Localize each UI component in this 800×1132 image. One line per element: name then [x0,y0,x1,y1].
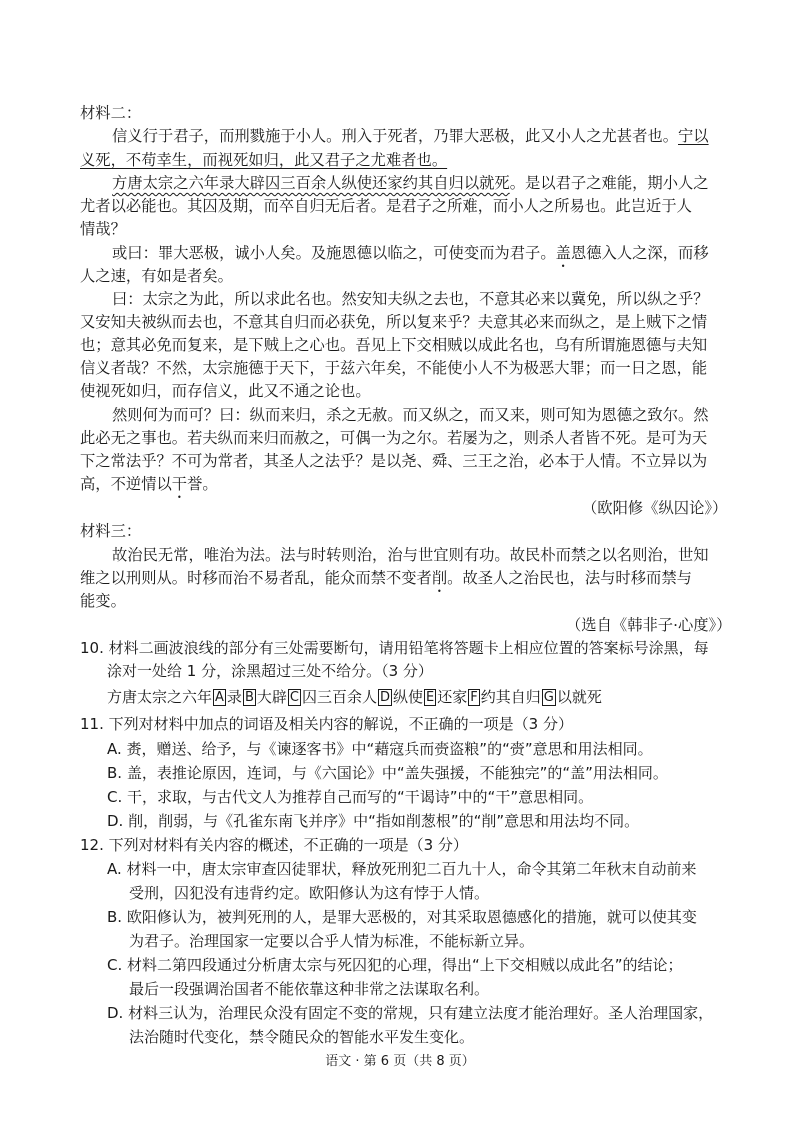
q11-option-a[interactable]: A. 赉，赠送、给予，与《谏逐客书》中“藉寇兵而赍盗粮”的“赍”意思和用法相同。 [107,740,653,758]
dotted-word-gan: 干 [171,475,188,493]
q11-stem: 11. 下列对材料中加点的词语及相关内容的解说，不正确的一项是（3 分） [80,715,573,733]
page-footer: 语文 · 第 6 页（共 8 页） [325,1054,475,1069]
q10-stem-line2: 涂对一处给 1 分，涂黑超过三处不给分。（3 分） [107,662,433,680]
m3-para1-line2 [80,567,692,596]
q12-option-a-line1[interactable]: A. 材料一中，唐太宗审查囚徒罪状，释放死刑犯二百九十人，命令其第二年秋末自动前来 [107,860,697,878]
m2-para3-line2: 人之速，有如是者矣。 [80,267,233,285]
q11-option-b[interactable]: B. 盖，表推论原因，连词，与《六国论》中“盖失强援，不能独完”的“盖”用法相同。 [107,764,668,782]
q10-seg-2: 大辟 [256,688,287,706]
m2-p1b-underlined: 宁以 [678,127,709,145]
dotted-word-xue: 削 [431,569,448,587]
m3-para1-line1: 故治民无常，唯治为法。法与时转则治，治与世宜则有功。故民朴而禁之以名则治，世知 [112,546,709,564]
q11-option-d[interactable]: D. 削，削弱，与《孔雀东南飞并序》中“指如削葱根”的“削”意思和用法均不同。 [107,812,640,830]
q10-option-f-box[interactable]: F [470,690,478,705]
m2-para2-line1 [112,172,709,194]
m2-para5-line1: 然则何为而可？曰：纵而来归，杀之无赦。而又纵之，而又来，则可知为恩德之致尔。然 [112,406,709,424]
m2-p1a: 信义行于君子，而刑戮施于小人。刑入于死者，乃罪大恶极，此又小人之尤甚者也。 [112,127,678,145]
q10-option-d-box[interactable]: D [379,690,390,705]
m3-p1b1: 维之以刑则从。时移而治不易者乱，能众而禁不变者 [80,569,432,587]
m2-p3a1: 或曰：罪大恶极，诚小人矣。及施恩德以临之，可使变而为君子。 [112,244,556,262]
material-three-heading: 材料三： [80,522,142,540]
q10-seg-0: 方唐太宗之六年 [107,688,213,706]
q12-option-d-line1[interactable]: D. 材料三认为，治理民众没有固定不变的常规，只有建立法度才能治理好。圣人治理国家， [107,1004,714,1022]
q12-option-d-line2: 法治随时代变化，禁令随民众的智能水平发生变化。 [129,1028,475,1046]
q11-option-c[interactable]: C. 干，求取，与古代文人为推荐自己而写的“干谒诗”中的“干”意思相同。 [107,788,594,806]
q10-option-a-box[interactable]: A [215,690,224,705]
q12-option-b-line2: 为君子。治理国家一定要以合乎人情为标准，不能标新立异。 [129,932,535,950]
q10-option-g-box[interactable]: G [543,690,554,705]
m2-p5d3: 誉。 [187,475,218,493]
m2-p1c-underlined: 义死，不苟幸生，而视死如归，此又君子之尤难者也。 [80,151,448,169]
m2-para4-line3: 也；意其必免而复来，是下贼上之心也。吾见上下交相贼以成此名也，乌有所谓施恩德与夫知 [80,336,708,354]
m2-source: （欧阳修《纵囚论》） [582,499,728,517]
q10-option-b-box[interactable]: B [244,690,254,705]
q10-seg-5: 还家 [437,688,468,706]
m2-p3a3: 恩德入人之深，而移 [570,244,709,262]
q10-stem-line1: 10. 材料二画波浪线的部分有三处需要断句，请用铅笔将答题卡上相应位置的答案标号涂黑，每 [80,639,709,657]
m2-para5-line3: 下之常法乎？不可为常者，其圣人之法乎？是以尧、舜、三王之治，必本于人情。不立异以为 [80,452,708,470]
q12-option-a-line2: 受刑，囚犯没有违背约定。欧阳修认为这有悖于人情。 [129,884,490,902]
m2-para1-line1 [112,125,709,147]
dotted-word-gai: 盖 [555,244,571,262]
q10-seg-3: 囚三百余人 [301,688,377,706]
m2-wavy-sentence: 方唐太宗之六年录大辟囚三百余人纵使还家约其自归以就死 [112,174,510,192]
m2-para5-line4 [80,473,218,502]
q10-seg-1: 录 [226,688,242,706]
m2-para1-line2 [80,149,447,171]
m2-p2a: 。是以君子之难能，期小人之 [509,174,709,192]
m3-para1-line3: 能变。 [80,592,126,610]
m2-para4-line1: 曰：太宗之为此，所以求此名也。然安知夫纵之去也，不意其必来以冀免，所以纵之乎？ [112,290,709,308]
m2-p5d1: 高，不逆情以 [80,475,172,493]
q10-option-e-box[interactable]: E [426,690,435,705]
m3-source: （选自《韩非子·心度》） [566,616,732,634]
m3-p1b3: 。故圣人之治民也，法与时移而禁与 [447,569,692,587]
q10-seg-4: 纵使 [392,688,423,706]
m2-para4-line2: 又安知夫被纵而去也，不意其自归而必获免，所以复来乎？夫意其必来而纵之，是上贼下之情 [80,313,708,331]
q12-option-b-line1[interactable]: B. 欧阳修认为，被判死刑的人，是罪大恶极的，对其采取恩德感化的措施，就可以使其变 [107,908,697,926]
q10-seg-6: 约其自归 [480,688,541,706]
m2-para2-line2: 尤者以必能也。其囚及期，而卒自归无后者。是君子之所难，而小人之所易也。此岂近于人 [80,197,692,215]
material-two-heading: 材料二： [80,104,142,122]
m2-para4-line5: 使视死如归，而存信义，此又不通之论也。 [80,382,371,400]
q10-option-c-box[interactable]: C [289,690,299,705]
m2-para2-line3: 情哉？ [80,220,126,238]
q12-option-c-line1[interactable]: C. 材料二第四段通过分析唐太宗与死囚犯的心理，得出“上下交相贼以成此名”的结论； [107,956,683,974]
m2-para5-line2: 此必无之事也。若夫纵而来归而赦之，可偶一为之尔。若屡为之，则杀人者皆不死。是可为天 [80,429,708,447]
q10-seg-7: 以就死 [556,688,602,706]
q12-option-c-line2: 最后一段强调治国者不能依靠这种非常之法谋取名利。 [129,980,490,998]
q10-segmented-sentence [107,686,602,708]
q12-stem: 12. 下列对材料有关内容的概述，不正确的一项是（3 分） [80,836,468,854]
m2-para4-line4: 信义者哉？不然，太宗施德于天下，于兹六年矣，不能使小人不为极恶大罪；而一日之恩，能 [80,359,708,377]
